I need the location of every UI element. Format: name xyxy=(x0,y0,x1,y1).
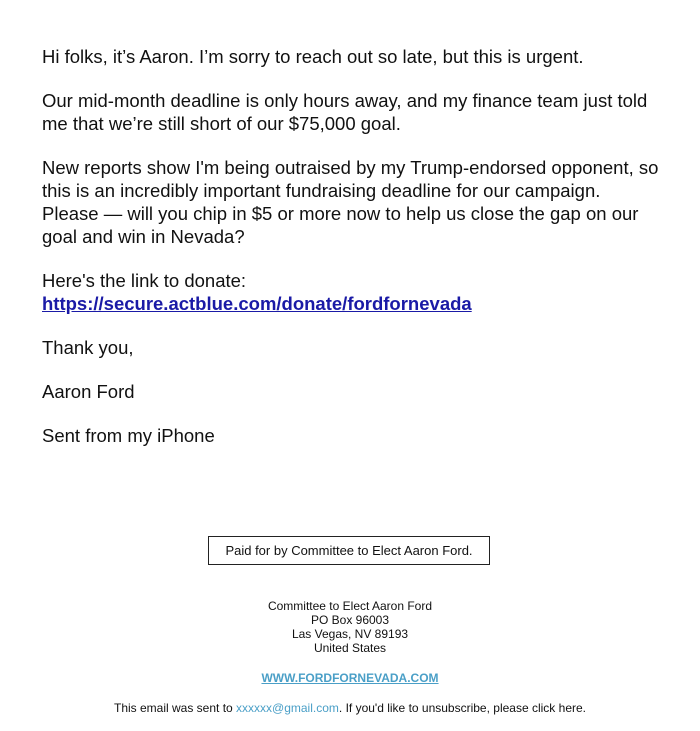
appeal-paragraph: New reports show I'm being outraised by my Trump-endorsed opponent, so this is an incredibly important fundraising deadline for our campaign. Please — will you chip in $5 or more now to help us close the gap on our goal and win in Nevada? xyxy=(42,157,659,247)
signature-name: Aaron Ford xyxy=(42,381,135,402)
website-link-row xyxy=(0,671,700,685)
sent-from-text: Sent from my iPhone xyxy=(42,425,215,446)
address-city: Las Vegas, NV 89193 xyxy=(291,627,409,641)
closing-text: Thank you, xyxy=(42,337,134,358)
sent-to-prefix: This email was sent to xyxy=(113,701,237,715)
email-body xyxy=(42,45,662,447)
donate-link-intro: Here's the link to donate: xyxy=(42,270,247,291)
greeting-paragraph: Hi folks, it’s Aaron. I’m sorry to reach out so late, but this is urgent. xyxy=(42,46,584,67)
address-org: Committee to Elect Aaron Ford xyxy=(267,599,433,613)
donate-link-block xyxy=(42,269,662,315)
unsubscribe-note xyxy=(0,701,700,715)
recipient-email[interactable]: xxxxxx@gmail.com xyxy=(236,701,339,715)
mailing-address xyxy=(0,599,700,655)
deadline-paragraph: Our mid-month deadline is only hours away, and my finance team just told me that we’re still short of our $75,000 goal. xyxy=(42,90,648,134)
unsubscribe-text[interactable]: . If you'd like to unsubscribe, please click here. xyxy=(338,701,586,715)
donate-link[interactable]: https://secure.actblue.com/donate/fordfornevada xyxy=(42,293,472,314)
paid-for-disclaimer: Paid for by Committee to Elect Aaron Ford. xyxy=(208,536,490,565)
website-link[interactable]: WWW.FORDFORNEVADA.COM xyxy=(261,671,439,685)
address-country: United States xyxy=(313,641,387,655)
address-po-box: PO Box 96003 xyxy=(310,613,390,627)
